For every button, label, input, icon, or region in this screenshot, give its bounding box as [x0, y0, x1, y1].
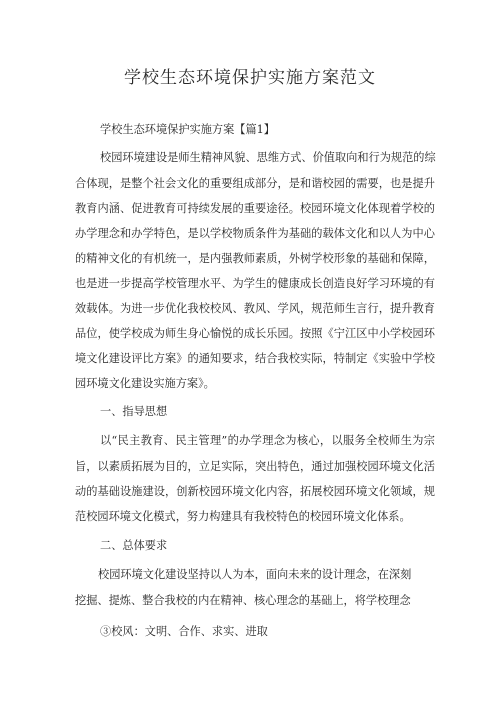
paragraph-line: 动的基础设施建设，创新校园环境文化内容，拓展校园环境文化领域，规 — [75, 485, 435, 498]
paragraph-line: 合体现，是整个社会文化的重要组成部分，是和谐校园的需要，也是提升 — [75, 177, 435, 190]
paragraph-line: 挖掘、提炼、整合我校的内在精神、核心理念的基础上，将学校理念 — [75, 594, 411, 607]
paragraph-line: 境文化建设评比方案》的通知要求，结合我校实际，特制定《实验中学校 — [75, 352, 435, 365]
paragraph-line: 校园环境建设是师生精神风貌、思维方式、价值取向和行为规范的综 — [100, 151, 436, 164]
document-title: 学校生态环境保护实施方案范文 — [124, 68, 376, 88]
paragraph-line: 办学理念和办学特色，是以学校物质条件为基础的载体文化和以人为中心 — [75, 227, 435, 240]
paragraph-line: 园环境文化建设实施方案》。 — [75, 377, 215, 390]
paragraph-line: 效载体。为进一步优化我校校风、教风、学风，规范师生言行，提升教育 — [75, 302, 435, 315]
paragraph-line: 旨，以素质拓展为目的，立足实际，突出特色，通过加强校园环境文化活 — [75, 460, 435, 473]
section-heading: 二、总体要求 — [100, 539, 168, 552]
paragraph-line: 品位，使学校成为师生身心愉悦的成长乐园。按照《宁江区中小学校园环 — [75, 327, 435, 340]
paragraph-line: 以“民主教育、民主管理”的办学理念为核心，以服务全校师生为宗 — [100, 434, 435, 447]
section-label: 学校生态环境保护实施方案【篇1】 — [100, 123, 275, 136]
paragraph-line: 教育内涵、促进教育可持续发展的重要途径。校园环境文化体现着学校的 — [75, 202, 435, 215]
paragraph-line: 的精神文化的有机统一，是内强教师素质，外树学校形象的基础和保障， — [75, 252, 435, 265]
section-heading: 一、指导思想 — [100, 405, 168, 418]
list-item: ③校风：文明、合作、求实、进取 — [100, 625, 268, 638]
paragraph-line: 校园环境文化建设坚持以人为本，面向未来的设计理念，在深刻 — [98, 568, 412, 581]
paragraph-line: 也是进一步提高学校管理水平、为学生的健康成长创造良好学习环境的有 — [75, 277, 435, 290]
paragraph-line: 范校园环境文化模式，努力构建具有我校特色的校园环境文化体系。 — [75, 510, 411, 523]
